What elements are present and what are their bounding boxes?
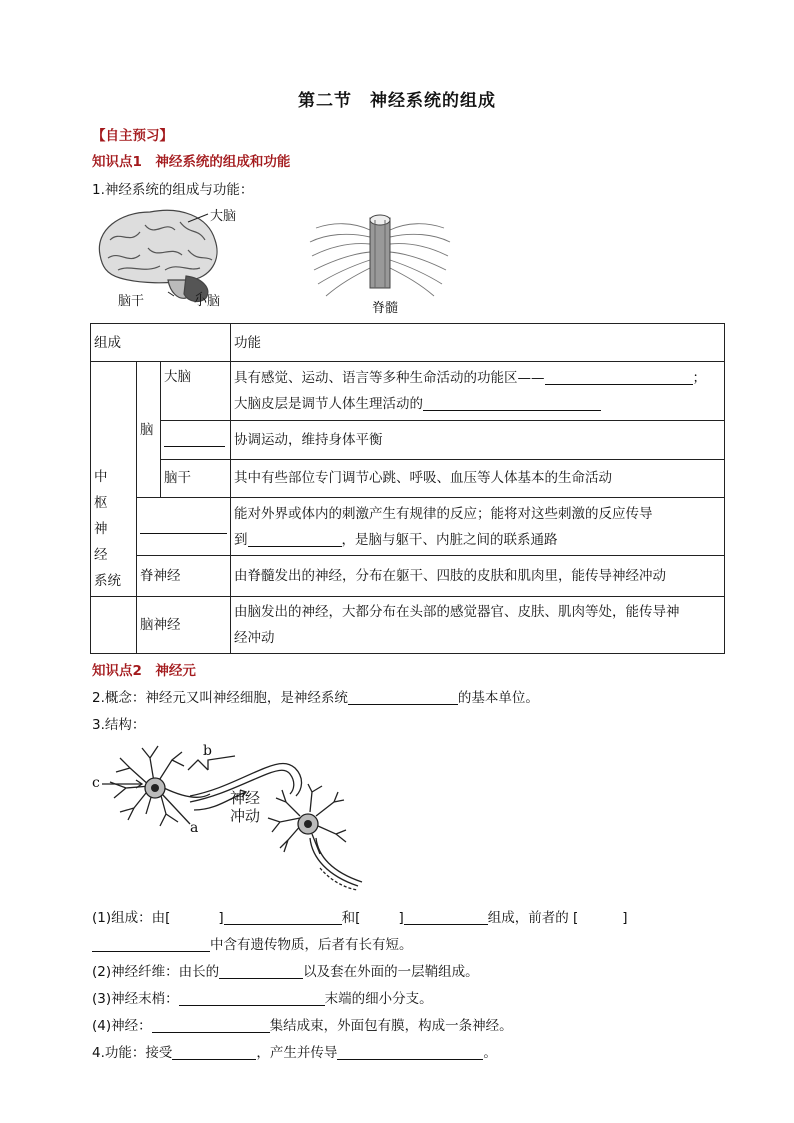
question-nerve-ending: (3)神经末梢： 末端的细小分支。 — [92, 991, 433, 1007]
cell-brainstem-function: 其中有些部位专门调节心跳、呼吸、血压等人体基本的生命活动 — [231, 459, 725, 498]
header-composition: 组成 — [91, 324, 231, 362]
blank-composition-1[interactable] — [224, 909, 342, 925]
cell-cranial-nerve-function: 由脑发出的神经，大都分布在头部的感觉器官、皮肤、肌肉等处，能传导神 经冲动 — [231, 597, 725, 654]
cell-spinal-cord-blank[interactable] — [137, 498, 231, 556]
label-c: c — [92, 775, 100, 791]
cell-cerebrum-function: 具有感觉、运动、语言等多种生命活动的功能区—— ； 大脑皮层是调节人体生理活动的 — [231, 362, 725, 421]
blank-spinal-conduct[interactable] — [248, 531, 342, 547]
brain-drawing — [99, 210, 217, 301]
question-nerve-fiber: (2)神经纤维：由长的 以及套在外面的一层鞘组成。 — [92, 964, 479, 980]
label-impulse-2: 冲动 — [230, 807, 261, 825]
blank-composition-2[interactable] — [404, 909, 488, 925]
blank-cerebrum-area[interactable] — [545, 369, 693, 385]
blank-nerve[interactable] — [152, 1017, 270, 1033]
label-spinal-cord: 脊髓 — [372, 301, 399, 316]
question-function: 4.功能：接受 ，产生并传导 。 — [92, 1045, 497, 1061]
kp2-heading: 知识点2 神经元 — [92, 663, 196, 679]
cell-cranial-nerve: 脑神经 — [137, 597, 231, 654]
blank-composition-3[interactable] — [92, 936, 210, 952]
blank-cerebral-cortex[interactable] — [423, 395, 601, 411]
structure-line: 3.结构： — [92, 717, 146, 733]
blank-nerve-ending[interactable] — [179, 990, 325, 1006]
cell-cerebrum: 大脑 — [161, 362, 231, 421]
question-nerve: (4)神经： 集结成束，外面包有膜，构成一条神经。 — [92, 1018, 513, 1034]
cell-spinal-cord-function: 能对外界或体内的刺激产生有规律的反应；能将对这些刺激的反应传导 到 ，是脑与躯干、内脏之间的联系通路 — [231, 498, 725, 556]
concept-line: 2.概念：神经元又叫神经细胞，是神经系统 的基本单位。 — [92, 690, 539, 706]
kp1-heading: 知识点1 神经系统的组成和功能 — [92, 154, 291, 170]
label-brainstem: 脑干 — [118, 294, 145, 309]
cell-central-nervous-system: 中 枢 神 经 系统 — [91, 362, 137, 597]
cell-brain: 脑 — [137, 362, 161, 498]
blank-nerve-fiber[interactable] — [219, 963, 303, 979]
blank-function-2[interactable] — [337, 1044, 483, 1060]
kp1-question-1: 1.神经系统的组成与功能： — [92, 182, 254, 198]
label-cerebellum: 小脑 — [194, 294, 221, 309]
label-cerebrum: 大脑 — [210, 209, 237, 224]
cell-spinal-nerve: 脊神经 — [137, 556, 231, 597]
question-composition-cont: 中含有遗传物质，后者有长有短。 — [92, 933, 413, 953]
label-impulse-1: 神经 — [230, 789, 261, 807]
label-b: b — [203, 743, 212, 759]
header-function: 功能 — [231, 324, 725, 362]
spinal-cord-illustration — [308, 212, 453, 304]
blank-function-1[interactable] — [172, 1044, 256, 1060]
composition-table — [90, 323, 725, 654]
page-title: 第二节 神经系统的组成 — [298, 91, 496, 111]
cell-cerebellum-blank[interactable] — [161, 421, 231, 460]
label-a: a — [190, 820, 199, 836]
cell-cerebellum-function: 协调运动，维持身体平衡 — [231, 421, 725, 460]
blank-concept[interactable] — [348, 689, 458, 705]
question-composition: (1)组成：由[ ] 和[ ] 组成，前者的 [ ] — [92, 910, 628, 926]
cell-spinal-nerve-function: 由脊髓发出的神经，分布在躯干、四肢的皮肤和肌肉里，能传导神经冲动 — [231, 556, 725, 597]
preview-header: 【自主预习】 — [92, 128, 173, 144]
cell-brainstem: 脑干 — [161, 459, 231, 498]
